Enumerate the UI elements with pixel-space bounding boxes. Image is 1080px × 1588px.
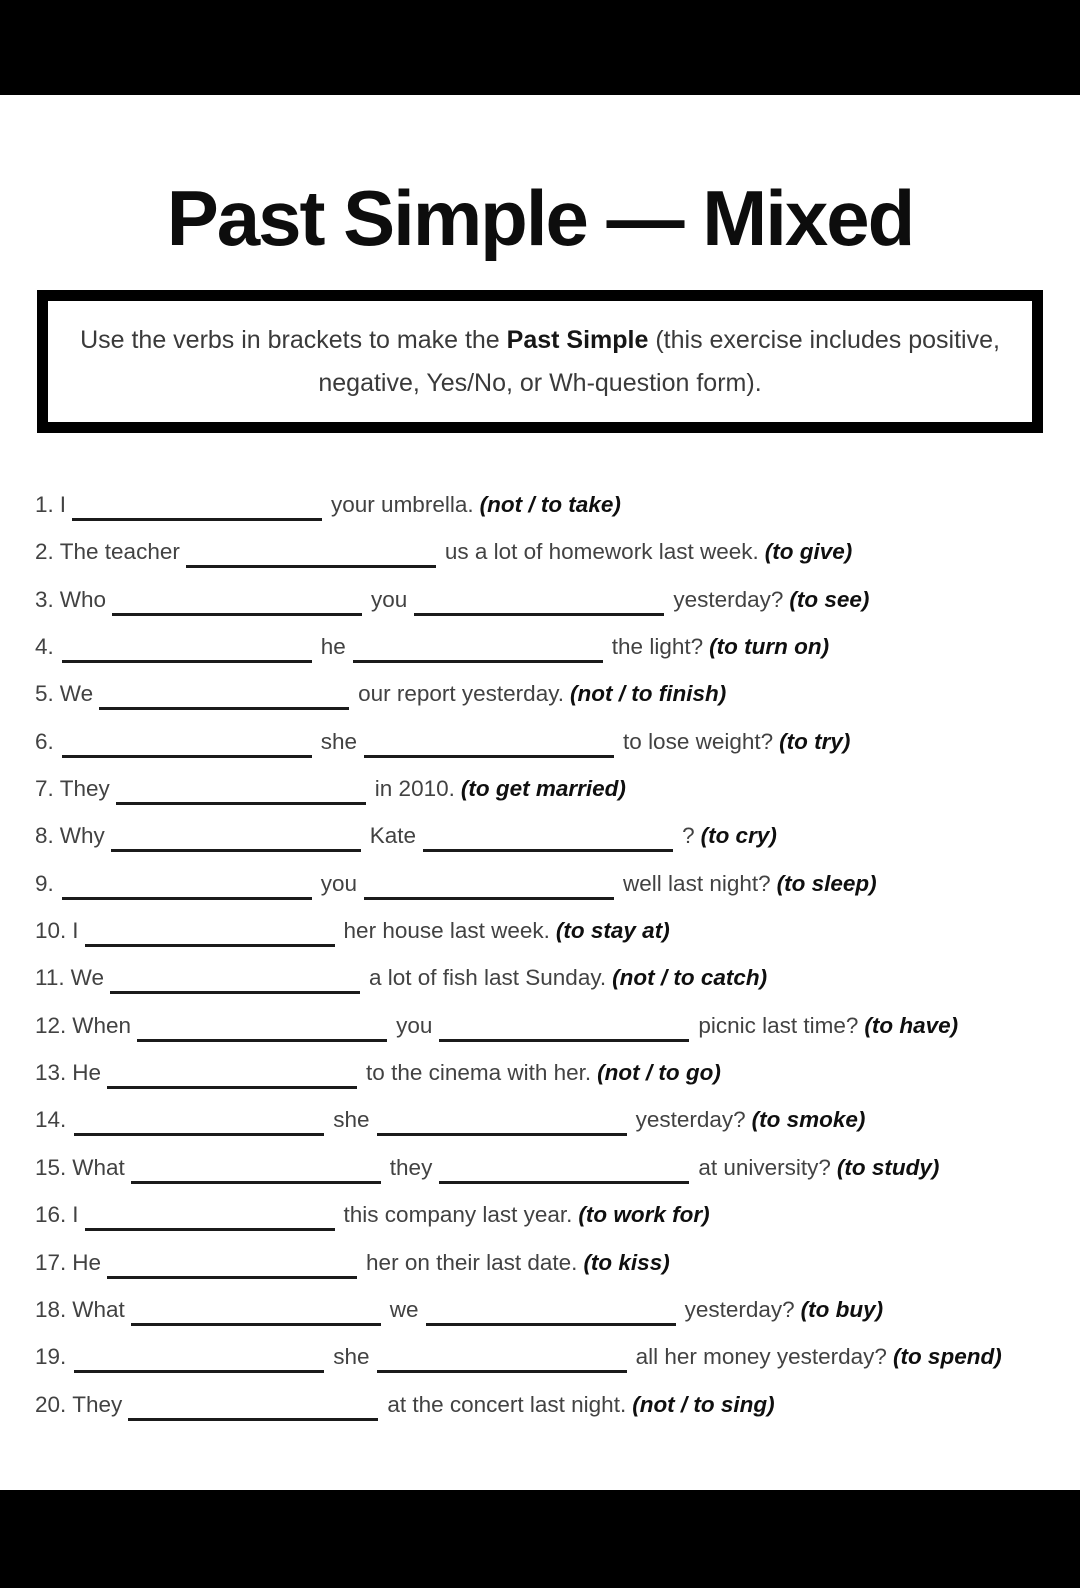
answer-blank (72, 513, 322, 521)
item-text-pre: The teacher (59, 539, 180, 565)
answer-blank (439, 1034, 689, 1042)
verb-hint: (to smoke) (751, 1107, 866, 1133)
verb-hint: (to try) (779, 728, 851, 754)
item-text-mid: Kate (369, 823, 417, 849)
worksheet-title: Past Simple — Mixed (166, 174, 914, 263)
item-text-pre: He (72, 1249, 102, 1275)
answer-blank (377, 1365, 627, 1373)
item-text-mid: you (371, 586, 408, 612)
exercise-item (35, 576, 1055, 623)
verb-hint: (not / to go) (597, 1060, 721, 1086)
exercise-item (35, 1096, 1055, 1143)
item-text-pre: I (72, 918, 79, 944)
item-text-post: her house last week. (343, 918, 550, 944)
item-text-post: ? (682, 823, 695, 849)
item-text-post: her on their last date. (366, 1249, 578, 1275)
verb-hint: (to work for) (578, 1202, 710, 1228)
item-number: 17. (35, 1249, 67, 1275)
answer-blank (74, 1128, 324, 1136)
answer-blank (131, 1318, 381, 1326)
verb-hint: (to sleep) (776, 870, 877, 896)
item-text-mid: he (320, 634, 346, 660)
item-number: 15. (35, 1154, 67, 1180)
answer-blank (439, 1176, 689, 1184)
exercise-item (35, 718, 1055, 765)
item-number: 14. (35, 1107, 67, 1133)
exercise-item (35, 1286, 1055, 1333)
verb-hint: (to have) (864, 1012, 959, 1038)
item-text-post: well last night? (623, 870, 771, 896)
exercise-item (35, 1381, 1055, 1428)
verb-hint: (to study) (836, 1154, 940, 1180)
item-text-post: yesterday? (635, 1107, 746, 1133)
item-number: 19. (35, 1344, 67, 1370)
item-text-post: at the concert last night. (387, 1391, 627, 1417)
item-text-post: to the cinema with her. (366, 1060, 592, 1086)
item-text-mid: she (333, 1107, 370, 1133)
exercise-list (35, 481, 1055, 1428)
item-number: 20. (35, 1391, 67, 1417)
answer-blank (353, 655, 603, 663)
item-text-post: in 2010. (374, 776, 455, 802)
verb-hint: (to get married) (460, 776, 626, 802)
exercise-item (35, 907, 1055, 954)
instructions-box (37, 290, 1043, 433)
answer-blank (364, 750, 614, 758)
exercise-item (35, 765, 1055, 812)
answer-blank (110, 986, 360, 994)
answer-blank (131, 1176, 381, 1184)
item-text-pre: I (59, 492, 67, 517)
answer-blank (186, 560, 436, 568)
item-text-post: this company last year. (343, 1202, 573, 1228)
verb-hint: (to turn on) (709, 634, 830, 660)
item-text-post: a lot of fish last Sunday. (368, 965, 607, 991)
instructions-text (65, 319, 1015, 405)
item-text-mid: she (320, 728, 358, 754)
verb-hint: (to see) (789, 586, 870, 612)
bottom-letterbox-bar (0, 1490, 1080, 1588)
item-text-pre: When (72, 1012, 132, 1038)
item-text-pre: They (72, 1391, 123, 1417)
exercise-item (35, 1002, 1055, 1049)
item-number: 10. (35, 918, 67, 944)
answer-blank (74, 1365, 324, 1373)
top-letterbox-bar (0, 0, 1080, 95)
item-number: 6. (35, 728, 54, 754)
item-number: 12. (35, 1012, 67, 1038)
verb-hint: (not / to sing) (632, 1391, 775, 1417)
item-number: 2. (35, 539, 54, 565)
item-text-post: all her money yesterday? (635, 1344, 887, 1370)
item-text-pre: What (72, 1296, 125, 1322)
answer-blank (423, 844, 673, 852)
item-number: 7. (35, 776, 54, 802)
item-number: 5. (35, 681, 54, 707)
item-text-pre: He (72, 1060, 102, 1086)
item-text-mid: you (396, 1012, 433, 1038)
instructions-bold-term: Past Simple (506, 325, 649, 354)
answer-blank (62, 892, 312, 900)
item-number: 16. (35, 1202, 67, 1228)
item-text-post: us a lot of homework last week. (444, 539, 759, 565)
item-number: 11. (35, 965, 65, 991)
exercise-item (35, 528, 1055, 575)
exercise-item (35, 1239, 1055, 1286)
item-text-post: to lose weight? (623, 728, 774, 754)
item-text-mid: they (389, 1154, 433, 1180)
answer-blank (414, 608, 664, 616)
verb-hint: (to spend) (892, 1344, 1002, 1370)
exercise-item (35, 1191, 1055, 1238)
item-text-post: at university? (698, 1154, 831, 1180)
instructions-prefix: Use the verbs in brackets to make the (80, 325, 507, 354)
item-text-mid: you (320, 870, 358, 896)
answer-blank (85, 939, 335, 947)
verb-hint: (to kiss) (583, 1249, 670, 1275)
exercise-item (35, 1333, 1055, 1380)
exercise-item (35, 623, 1055, 670)
item-text-post: yesterday? (673, 586, 784, 612)
item-text-mid: she (333, 1344, 370, 1370)
item-text-pre: What (72, 1154, 125, 1180)
answer-blank (377, 1128, 627, 1136)
answer-blank (62, 750, 312, 758)
verb-hint: (not / to take) (479, 492, 621, 517)
answer-blank (116, 797, 366, 805)
exercise-item (35, 860, 1055, 907)
item-text-mid: we (389, 1296, 419, 1322)
exercise-item (35, 1144, 1055, 1191)
item-number: 4. (35, 634, 54, 660)
answer-blank (364, 892, 614, 900)
item-text-pre: We (70, 965, 104, 991)
answer-blank (85, 1223, 335, 1231)
item-number: 18. (35, 1296, 67, 1322)
answer-blank (128, 1413, 378, 1421)
answer-blank (137, 1034, 387, 1042)
item-number: 1. (35, 492, 54, 517)
instructions-suffix: (this exercise includes positive, negative, Yes/No, or Wh-question form). (318, 325, 1000, 397)
verb-hint: (not / to finish) (570, 681, 727, 707)
item-text-pre: I (72, 1202, 79, 1228)
exercise-item (35, 812, 1055, 859)
item-text-pre: Who (59, 586, 107, 612)
item-text-pre: We (59, 681, 94, 707)
exercise-item (35, 670, 1055, 717)
item-text-post: yesterday? (684, 1296, 795, 1322)
verb-hint: (not / to catch) (612, 965, 768, 991)
item-number: 13. (35, 1060, 67, 1086)
answer-blank (112, 608, 362, 616)
verb-hint: (to cry) (700, 823, 777, 849)
answer-blank (62, 655, 312, 663)
verb-hint: (to give) (764, 539, 853, 565)
answer-blank (99, 702, 349, 710)
item-text-pre: Why (59, 823, 105, 849)
item-text-post: the light? (611, 634, 704, 660)
answer-blank (426, 1318, 676, 1326)
item-text-post: your umbrella. (331, 492, 474, 517)
exercise-item (35, 954, 1055, 1001)
verb-hint: (to stay at) (555, 918, 670, 944)
item-number: 3. (35, 586, 54, 612)
verb-hint: (to buy) (800, 1296, 884, 1322)
item-text-pre: They (59, 776, 110, 802)
exercise-item (35, 1049, 1055, 1096)
item-number: 8. (35, 823, 54, 849)
answer-blank (107, 1271, 357, 1279)
exercise-item (35, 481, 1055, 528)
item-number: 9. (35, 870, 54, 896)
item-text-post: our report yesterday. (358, 681, 565, 707)
answer-blank (111, 844, 361, 852)
answer-blank (107, 1081, 357, 1089)
item-text-post: picnic last time? (698, 1012, 859, 1038)
